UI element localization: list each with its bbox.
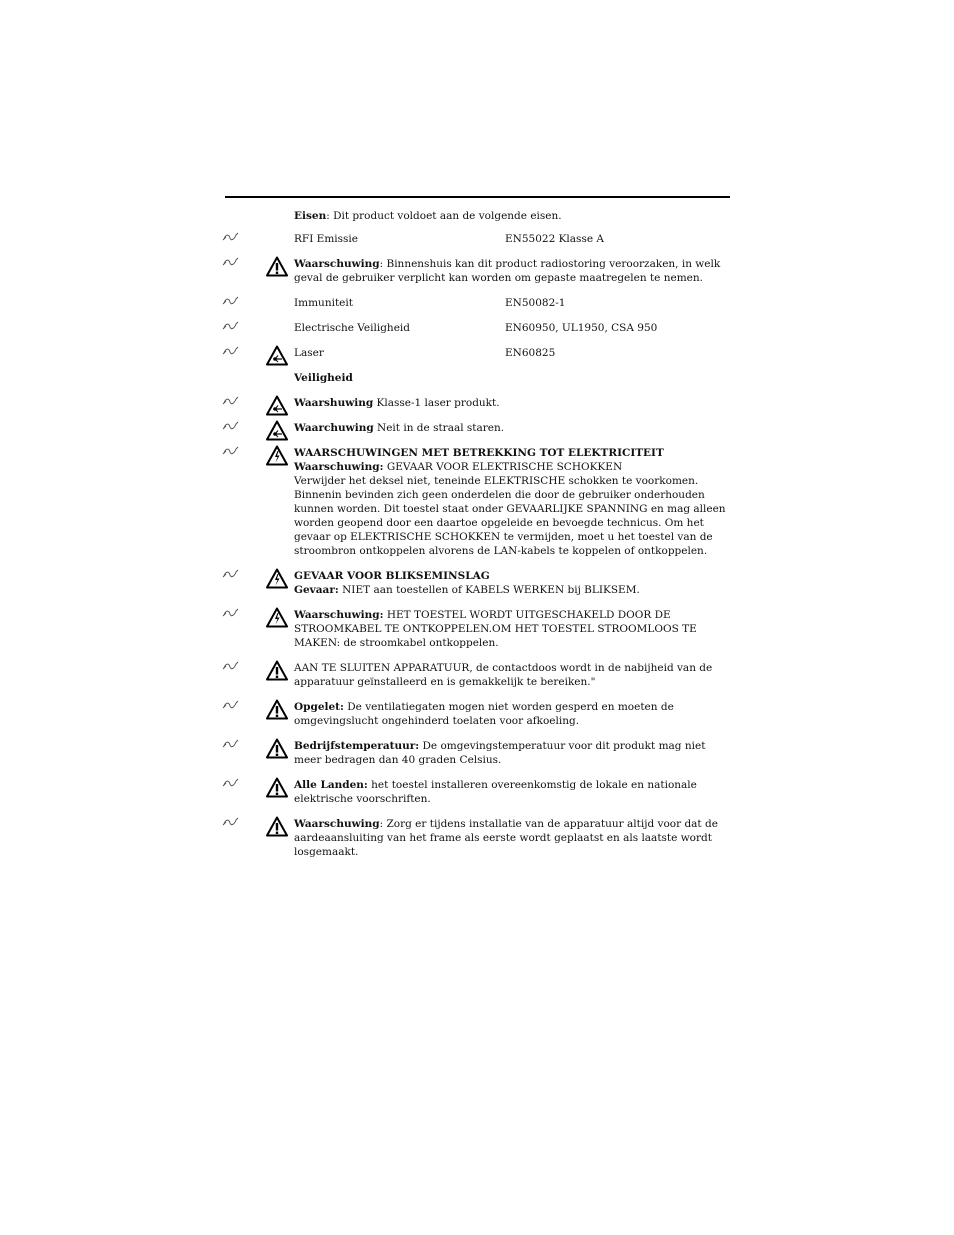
lightning-body: NIET aan toestellen of KABELS WERKEN bij BLIKSEM. (338, 584, 640, 596)
electric-text (294, 446, 730, 558)
laser1-text (294, 396, 730, 410)
warning1-body: : Binnenshuis kan dit product radiostoring veroorzaken, in welk geval de gebruiker verplicht kan worden om gepaste maatregelen te nemen. (294, 258, 721, 284)
requirements-intro-text: : Dit product voldoet aan de volgende eisen. (326, 210, 562, 222)
electric-subtitle: GEVAAR VOOR ELEKTRISCHE SCHOKKEN (383, 461, 623, 473)
caution-triangle-icon (266, 816, 288, 837)
electric-bold: Waarschuwing: (294, 461, 384, 473)
temp-bold: Bedrijfstemperatuur: (294, 740, 420, 752)
power-body: HET TOESTEL WORDT UITGESCHAKELD DOOR DE STROOMKABEL TE ONTKOPPELEN.OM HET TOESTEL STROOMLOOS TE MAKEN: de stroomkabel ontkoppelen. (294, 609, 697, 649)
laser1-body: Klasse-1 laser produkt. (373, 397, 500, 409)
countries-bold: Alle Landen: (294, 779, 368, 791)
pencil-bullet-icon (222, 739, 240, 749)
safety-heading: Veiligheid (294, 372, 353, 384)
pencil-bullet-icon (222, 257, 240, 267)
ground-bold: Waarschuwing (294, 818, 380, 830)
pencil-bullet-icon (222, 346, 240, 356)
ground-body: : Zorg er tijdens installatie van de apparatuur altijd voor dat de aardeaansluiting van het frame als eerste wordt geplaatst en als laatste wordt losgemaakt. (294, 818, 718, 858)
immunity-label: Immuniteit (294, 297, 353, 309)
caution-triangle-icon (266, 256, 288, 277)
laser2-text (294, 421, 730, 435)
pencil-bullet-icon (222, 232, 240, 242)
temp-text (294, 739, 730, 767)
electric-shock-icon (266, 607, 288, 628)
power-bold: Waarschuwing: (294, 609, 384, 621)
caution-triangle-icon (266, 738, 288, 759)
electric-body: Verwijder het deksel niet, teneinde ELEKTRISCHE schokken te voorkomen. Binnenin bevinden zich geen onderdelen die door de gebruiker onderhouden kunnen worden. Dit toestel staat onder GEVAARLIJKE SPANNING en mag alleen worden geopend door een daartoe opgeleide en bevoegde technicus. Om het gevaar op ELEKTRISCHE SCHOKKEN te vermijden, moet u het toestel van de stroombron ontkoppelen alvorens de LAN-kabels te koppelen of ontkoppelen. (294, 475, 726, 557)
pencil-bullet-icon (222, 778, 240, 788)
laser1-bold: Waarshuwing (294, 397, 374, 409)
pencil-bullet-icon (222, 421, 240, 431)
caution-triangle-icon (266, 660, 288, 681)
electrical-label: Electrische Veiligheid (294, 322, 410, 334)
power-text (294, 608, 730, 650)
warning1-text (294, 257, 730, 285)
electric-shock-icon (266, 568, 288, 589)
countries-body: het toestel installeren overeenkomstig de lokale en nationale elektrische voorschriften. (294, 779, 697, 805)
rfi-label: RFI Emissie (294, 233, 359, 245)
electrical-value: EN60950, UL1950, CSA 950 (505, 322, 658, 334)
pencil-bullet-icon (222, 608, 240, 618)
vent-text (294, 700, 730, 728)
pencil-bullet-icon (222, 700, 240, 710)
pencil-bullet-icon (222, 296, 240, 306)
caution-triangle-icon (266, 777, 288, 798)
top-rule (225, 196, 730, 198)
laser-label: Laser (294, 347, 324, 359)
outlet-text: AAN TE SLUITEN APPARATUUR, de contactdoos wordt in de nabijheid van de apparatuur geïnstalleerd en is gemakkelijk te bereiken." (294, 662, 713, 688)
immunity-value: EN50082-1 (505, 297, 566, 309)
requirements-text (294, 209, 730, 223)
requirements-heading: Eisen (294, 210, 327, 222)
ground-text (294, 817, 730, 859)
pencil-bullet-icon (222, 396, 240, 406)
laser2-body: Neit in de straal staren. (373, 422, 505, 434)
pencil-bullet-icon (222, 817, 240, 827)
electric-shock-icon (266, 445, 288, 466)
laser-warning-icon (266, 420, 288, 441)
pencil-bullet-icon (222, 569, 240, 579)
vent-bold: Opgelet: (294, 701, 344, 713)
laser2-bold: Waarchuwing (294, 422, 374, 434)
warning1-bold: Waarschuwing (294, 258, 380, 270)
countries-text (294, 778, 730, 806)
caution-triangle-icon (266, 699, 288, 720)
laser-warning-icon (266, 395, 288, 416)
laser-value: EN60825 (505, 347, 556, 359)
pencil-bullet-icon (222, 321, 240, 331)
pencil-bullet-icon (222, 446, 240, 456)
lightning-bold: Gevaar: (294, 584, 339, 596)
laser-warning-icon (266, 345, 288, 366)
rfi-value: EN55022 Klasse A (505, 233, 604, 245)
vent-body: De ventilatiegaten mogen niet worden gesperd en moeten de omgevingslucht ongehinderd toelaten voor afkoeling. (294, 701, 674, 727)
pencil-bullet-icon (222, 661, 240, 671)
electric-title: WAARSCHUWINGEN MET BETREKKING TOT ELEKTRICITEIT (294, 447, 664, 459)
lightning-text (294, 569, 730, 597)
lightning-title: GEVAAR VOOR BLIKSEMINSLAG (294, 570, 490, 582)
safety-heading-text (294, 371, 730, 385)
temp-body: De omgevingstemperatuur voor dit produkt mag niet meer bedragen dan 40 graden Celsius. (294, 740, 706, 766)
